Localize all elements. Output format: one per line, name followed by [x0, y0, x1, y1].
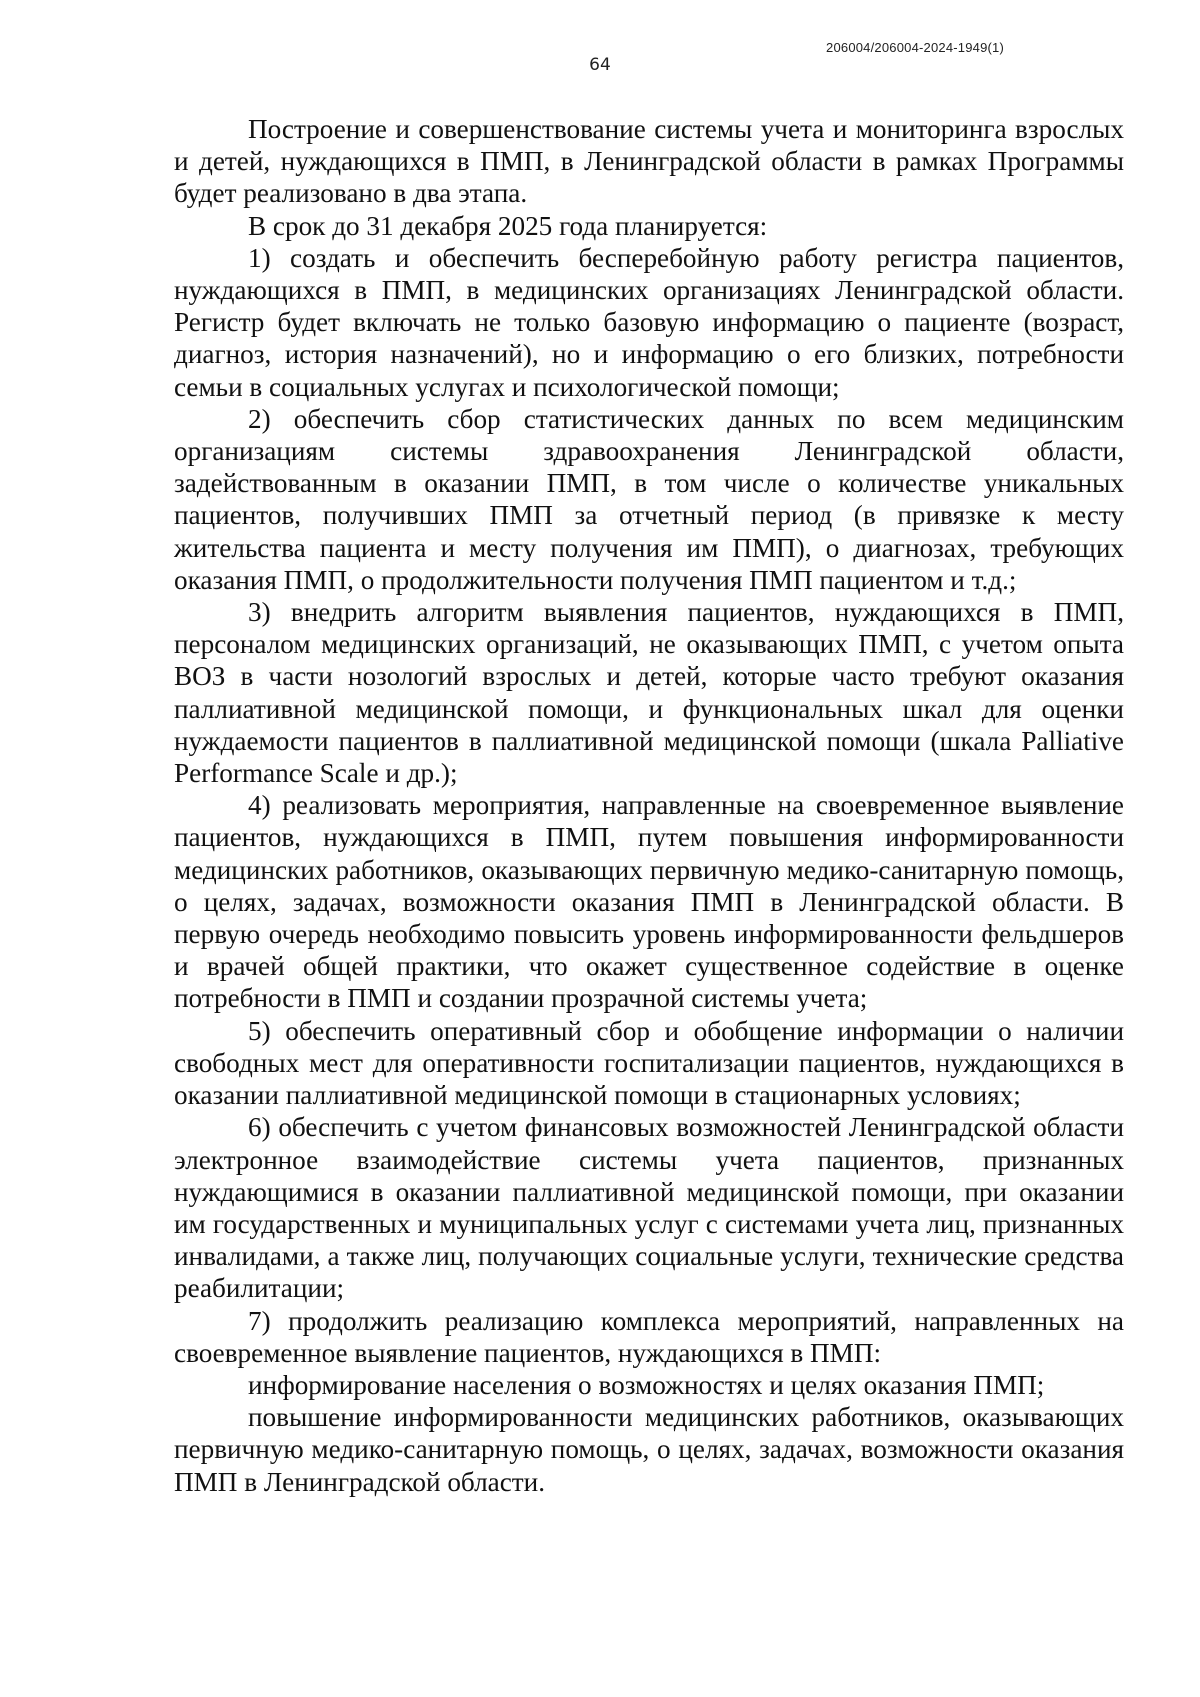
page-number: 64: [589, 55, 611, 75]
paragraph-item-7: 7) продолжить реализацию комплекса мероприятий, направленных на своевременное выявление пациентов, нуждающихся в ПМП:: [174, 1305, 1124, 1368]
paragraph-item-4: 4) реализовать мероприятия, направленные на своевременное выявление пациентов, нуждающихся в ПМП, путем повышения информированности медицинских работников, оказывающих первичную медико-санитарную помощь, о целях, задачах, возможности оказания ПМП в Ленинградской области. В первую очередь необходимо повысить уровень информированности фельдшеров и врачей общей практики, что окажет существенное содействие в оценке потребности в ПМП и создании прозрачной системы учета;: [174, 790, 1124, 1014]
paragraph-item-1: 1) создать и обеспечить бесперебойную работу регистра пациентов, нуждающихся в ПМП, в медицинских организациях Ленинградской области. Регистр будет включать не только базовую информацию о пациенте (возраст, диагноз, история назначений), но и информацию о его близких, потребности семьи в социальных услугах и психологической помощи;: [174, 242, 1124, 402]
document-body: [174, 113, 1124, 1498]
paragraph-item-3: 3) внедрить алгоритм выявления пациентов, нуждающихся в ПМП, персоналом медицинских организаций, не оказывающих ПМП, с учетом опыта ВОЗ в части нозологий взрослых и детей, которые часто требуют оказания паллиативной медицинской помощи, и функциональных шкал для оценки нуждаемости пациентов в паллиативной медицинской помощи (шкала Palliative Performance Scale и др.);: [174, 597, 1124, 789]
paragraph-intro: Построение и совершенствование системы учета и мониторинга взрослых и детей, нуждающихся в ПМП, в Ленинградской области в рамках Программы будет реализовано в два этапа.: [174, 114, 1124, 209]
paragraph-item-6: 6) обеспечить с учетом финансовых возможностей Ленинградской области электронное взаимодействие системы учета пациентов, признанных нуждающимися в оказании паллиативной медицинской помощи, при оказании им государственных и муниципальных услуг с системами учета лиц, признанных инвалидами, а также лиц, получающих социальные услуги, технические средства реабилитации;: [174, 1112, 1124, 1304]
paragraph-item-2: 2) обеспечить сбор статистических данных по всем медицинским организациям системы здравоохранения Ленинградской области, задействованным в оказании ПМП, в том числе о количестве уникальных пациентов, получивших ПМП за отчетный период (в привязке к месту жительства пациента и месту получения им ПМП), о диагнозах, требующих оказания ПМП, о продолжительности получения ПМП пациентом и т.д.;: [174, 403, 1124, 595]
paragraph-item-5: 5) обеспечить оперативный сбор и обобщение информации о наличии свободных мест для оперативности госпитализации пациентов, нуждающихся в оказании паллиативной медицинской помощи в стационарных условиях;: [174, 1015, 1124, 1111]
paragraph-subitem-informing: информирование населения о возможностях и целях оказания ПМП;: [248, 1369, 1045, 1400]
paragraph-deadline: В срок до 31 декабря 2025 года планируется:: [248, 210, 768, 241]
document-id: 206004/206004-2024-1949(1): [826, 40, 1004, 55]
paragraph-subitem-awareness: повышение информированности медицинских работников, оказывающих первичную медико-санитарную помощь, о целях, задачах, возможности оказания ПМП в Ленинградской области.: [174, 1402, 1124, 1497]
